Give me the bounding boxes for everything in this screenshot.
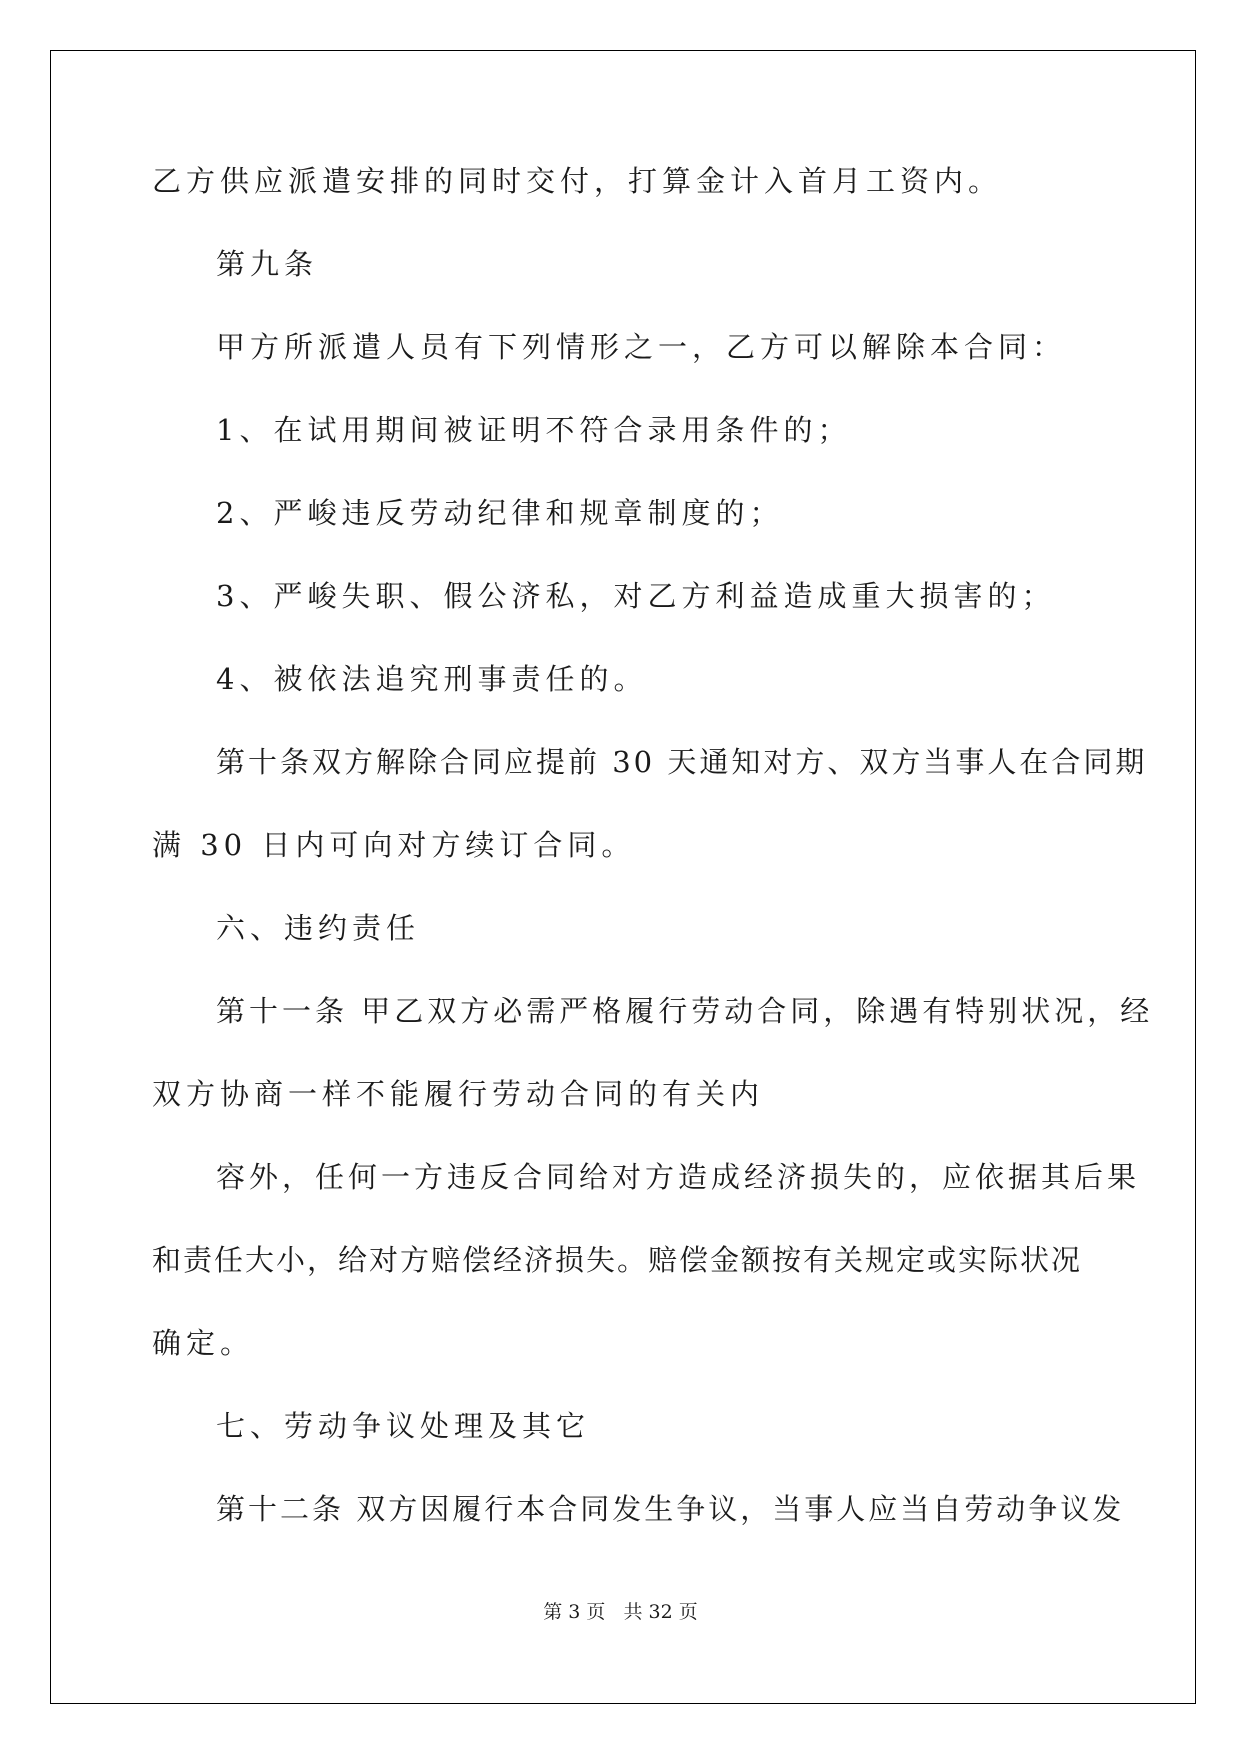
text-line: 第十条双方解除合同应提前 30 天通知对方、双方当事人在合同期 bbox=[216, 745, 1148, 779]
total-pages: 共 32 页 bbox=[623, 1601, 698, 1623]
page-footer bbox=[0, 1597, 1241, 1624]
text-line: 第十二条 双方因履行本合同发生争议，当事人应当自劳动争议发 bbox=[216, 1492, 1125, 1526]
text-line: 第九条 bbox=[216, 247, 319, 281]
text-line: 3、严峻失职、假公济私，对乙方利益造成重大损害的； bbox=[216, 579, 1056, 613]
text-line: 和责任大小，给对方赔偿经济损失。赔偿金额按有关规定或实际状况 bbox=[152, 1243, 1083, 1277]
page-border bbox=[50, 50, 1196, 1704]
text-line: 第十一条 甲乙双方必需严格履行劳动合同，除遇有特别状况，经 bbox=[216, 994, 1154, 1028]
text-line: 1、在试用期间被证明不符合录用条件的； bbox=[216, 413, 852, 447]
page-number: 第 3 页 bbox=[543, 1601, 606, 1623]
text-line: 甲方所派遣人员有下列情形之一，乙方可以解除本合同： bbox=[216, 330, 1067, 364]
section-heading: 七、劳动争议处理及其它 bbox=[216, 1409, 591, 1443]
text-line: 双方协商一样不能履行劳动合同的有关内 bbox=[152, 1077, 765, 1111]
text-line: 乙方供应派遣安排的同时交付，打算金计入首月工资内。 bbox=[152, 164, 1003, 198]
text-line: 容外，任何一方违反合同给对方造成经济损失的，应依据其后果 bbox=[216, 1160, 1141, 1194]
text-line: 4、被依法追究刑事责任的。 bbox=[216, 662, 648, 696]
text-line: 2、严峻违反劳动纪律和规章制度的； bbox=[216, 496, 784, 530]
text-line: 满 30 日内可向对方续订合同。 bbox=[152, 828, 636, 862]
text-line: 确定。 bbox=[152, 1326, 255, 1360]
section-heading: 六、违约责任 bbox=[216, 911, 421, 945]
